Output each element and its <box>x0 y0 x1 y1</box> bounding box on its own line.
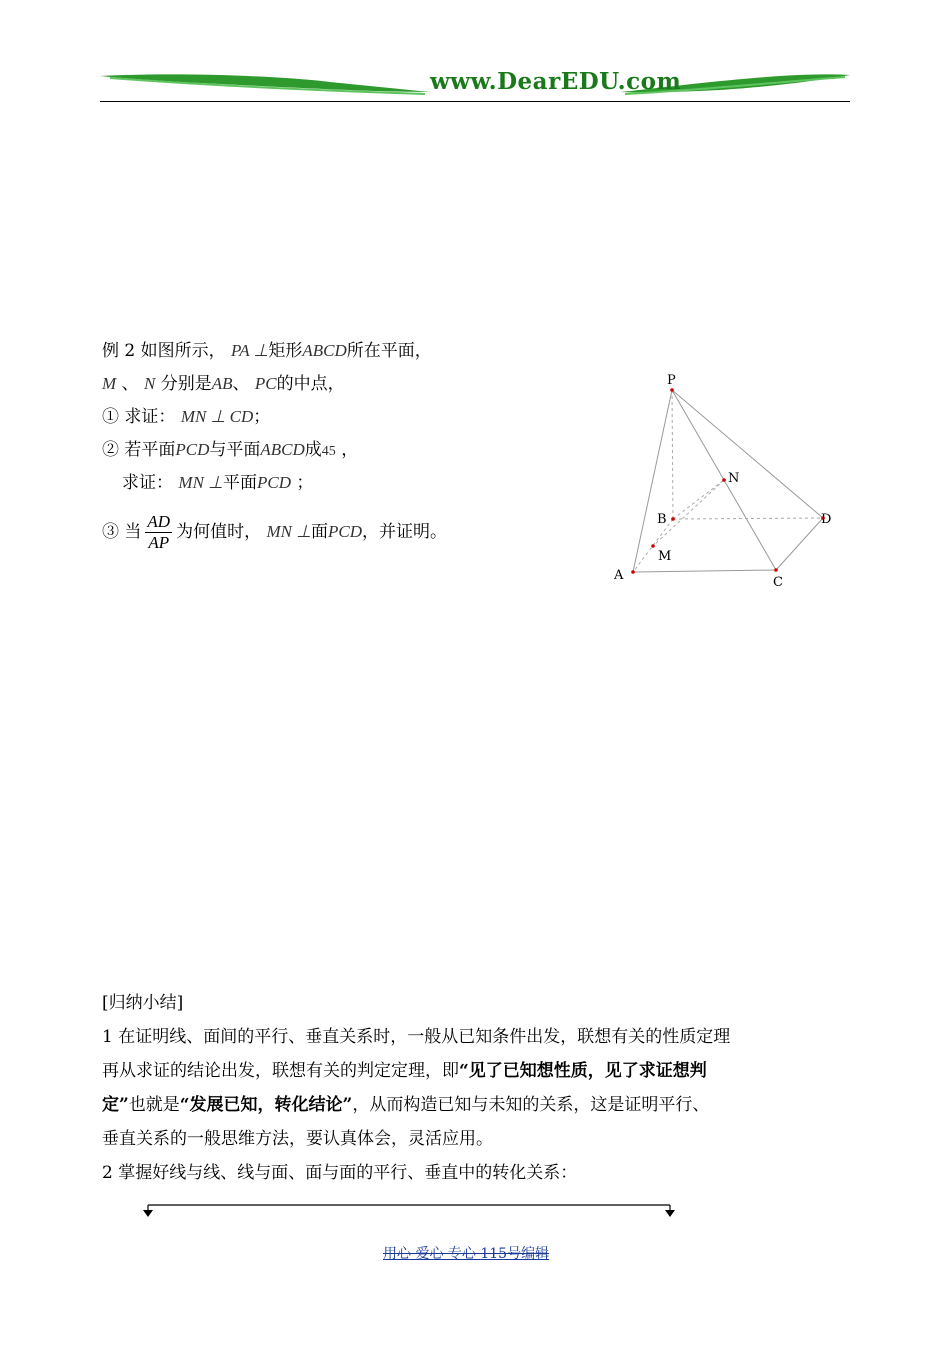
text: ； <box>253 407 271 427</box>
point-B <box>671 517 675 521</box>
summary-p2: 2 掌握好线与线、线与面、面与面的平行、垂直中的转化关系： <box>102 1163 578 1183</box>
text: 分别是 <box>160 374 212 394</box>
math: MN ⊥ <box>266 522 312 541</box>
point-N <box>722 478 726 482</box>
example-line-6 <box>102 512 447 553</box>
text: 也就是 <box>128 1095 180 1115</box>
text: 求证： <box>122 473 173 493</box>
label-A: A <box>614 568 624 583</box>
math: PCD <box>256 473 291 492</box>
relation-arrow-diagram <box>140 1198 680 1222</box>
text: 矩形 <box>268 341 303 361</box>
math: ABCD <box>260 440 305 459</box>
text: 、 <box>121 374 139 394</box>
fraction <box>145 512 172 553</box>
text: 面 <box>311 522 329 542</box>
footer-text: 用心 爱心 专心 115号编辑 <box>383 1246 550 1262</box>
text: ，并证明。 <box>362 522 448 542</box>
text: 的中点， <box>276 374 345 394</box>
math: N <box>143 374 156 393</box>
point-M <box>651 544 655 548</box>
down-arrow-icon <box>143 1210 153 1217</box>
math: MN ⊥ CD <box>180 407 254 426</box>
label-B: B <box>657 512 667 527</box>
site-name: www.DearEDU.com <box>430 68 682 95</box>
math: PA ⊥ <box>231 341 269 360</box>
point-C <box>774 568 778 572</box>
text: 所在平面， <box>346 341 432 361</box>
point-A <box>631 570 635 574</box>
summary-section <box>102 986 854 1190</box>
math: PC <box>254 374 277 393</box>
label-D: D <box>821 512 832 527</box>
math: AB <box>211 374 233 393</box>
text: 再从求证的结论出发，联想有关的判定定理，即 <box>102 1061 459 1081</box>
summary-p1-line2 <box>102 1054 854 1088</box>
label-C: C <box>773 575 783 590</box>
edge-AC <box>633 570 776 572</box>
example-line-2 <box>102 373 345 395</box>
math: PCD <box>328 522 363 541</box>
bold-text: “见了已知想性质，见了求证想判 <box>459 1061 707 1081</box>
math: ABCD <box>302 341 347 360</box>
text: ， <box>341 440 359 460</box>
text: 平面 <box>222 473 257 493</box>
bold-text: “发展已知，转化结论” <box>179 1095 353 1115</box>
text: 例 2 如图所示， <box>102 341 226 361</box>
math: PCD <box>175 440 210 459</box>
text: 、 <box>232 374 250 394</box>
point-P <box>670 388 674 392</box>
text: ② 若平面 <box>102 440 176 460</box>
fraction-numerator: AD <box>147 512 171 531</box>
edge-BD <box>673 518 823 519</box>
math: MN ⊥ <box>178 473 223 492</box>
text: ③ 当 <box>102 522 142 542</box>
down-arrow-icon <box>665 1210 675 1217</box>
summary-p1-line4: 垂直关系的一般思维方法，要认真体会，灵活应用。 <box>102 1129 493 1149</box>
math: 45 <box>321 444 336 459</box>
header-rule <box>100 101 850 102</box>
label-N: N <box>728 471 740 486</box>
text: ① 求证： <box>102 407 176 427</box>
label-P: P <box>667 373 676 388</box>
edge-BN <box>673 480 724 519</box>
text: ，从而构造已知与未知的关系，这是证明平行、 <box>352 1095 710 1115</box>
summary-p1-line1: 1 在证明线、面间的平行、垂直关系时，一般从已知条件出发，联想有关的性质定理 <box>102 1027 731 1047</box>
edge-PB <box>672 390 673 519</box>
bold-text: 定” <box>102 1095 129 1115</box>
text: 为何值时， <box>176 522 262 542</box>
edge-CD <box>776 518 823 570</box>
summary-title: [归纳小结] <box>102 993 184 1013</box>
edge-PD <box>672 390 823 518</box>
text: 成 <box>304 440 322 460</box>
page-header <box>100 66 850 102</box>
fraction-denominator: AP <box>148 533 170 552</box>
example-line-5 <box>122 472 313 494</box>
example-line-4 <box>102 439 358 463</box>
text: ； <box>296 473 314 493</box>
example-line-1 <box>102 340 432 362</box>
math: M <box>102 374 117 393</box>
pyramid-figure <box>600 360 860 600</box>
example-line-3 <box>102 406 270 428</box>
text: 与平面 <box>209 440 261 460</box>
summary-p1-line3 <box>102 1088 854 1122</box>
label-M: M <box>658 549 672 564</box>
